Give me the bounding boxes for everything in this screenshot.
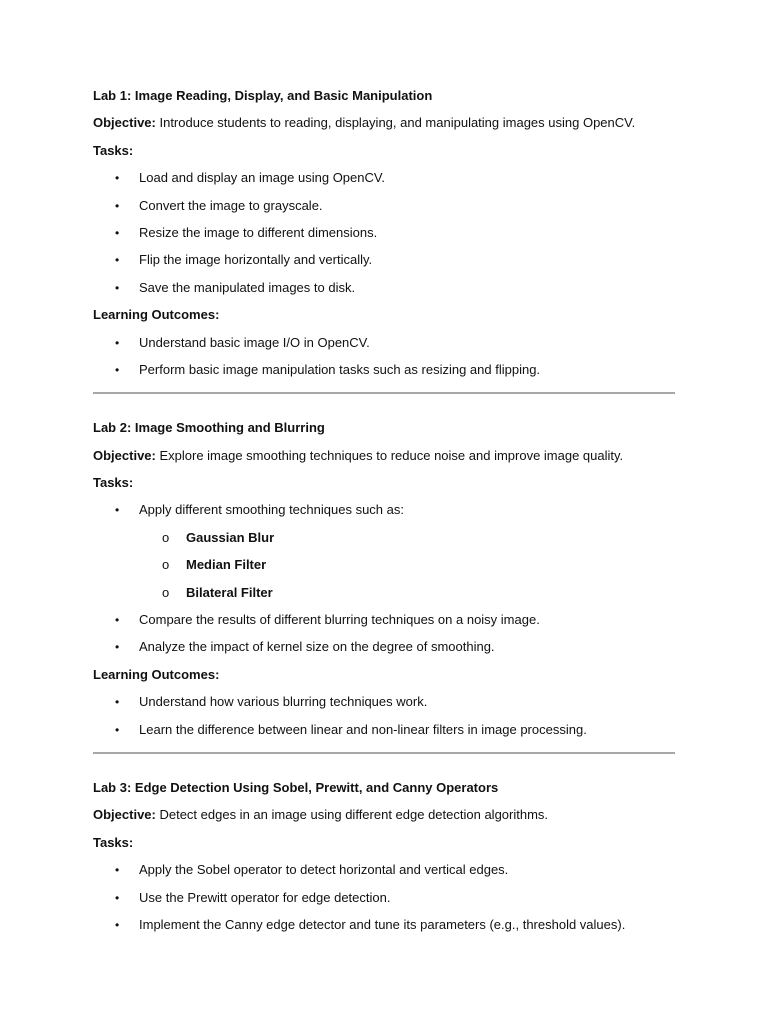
list-item-text: Apply different smoothing techniques such as:	[139, 502, 404, 518]
list-item-text: Understand basic image I/O in OpenCV.	[139, 334, 370, 350]
bullet-icon: •	[115, 863, 120, 878]
lab2-outcome-1	[93, 692, 675, 719]
lab3-task-2	[93, 888, 675, 915]
bullet-icon: •	[115, 640, 120, 655]
sub-bullet-icon: o	[162, 529, 170, 545]
bullet-icon: •	[115, 613, 120, 628]
list-item-text: Median Filter	[186, 557, 267, 573]
lab1-task-5	[93, 278, 675, 305]
lab2-subtask-3	[93, 583, 675, 610]
lab2-subtask-1	[93, 528, 675, 555]
lab1-outcome-1	[93, 333, 675, 360]
lab2-objective-text: Explore image smoothing techniques to reduce noise and improve image quality.	[155, 447, 624, 463]
list-item-text: Analyze the impact of kernel size on the degree of smoothing.	[139, 639, 495, 655]
bullet-icon: •	[115, 253, 120, 268]
lab2-task-2	[93, 610, 675, 637]
list-item-text: Flip the image horizontally and vertically.	[139, 252, 373, 268]
lab2-outcomes-label: Learning Outcomes:	[93, 666, 220, 682]
list-item-text: Apply the Sobel operator to detect horizontal and vertical edges.	[139, 862, 509, 878]
list-item-text: Gaussian Blur	[186, 529, 275, 545]
lab3-objective-text: Detect edges in an image using different edge detection algorithms.	[155, 807, 549, 823]
lab3-objective	[93, 805, 675, 832]
lab1-task-2	[93, 196, 675, 223]
list-item-text: Save the manipulated images to disk.	[139, 279, 356, 295]
lab3-tasks-label: Tasks:	[93, 834, 134, 850]
lab2-outcome-2	[93, 720, 675, 747]
sub-bullet-icon: o	[162, 584, 170, 600]
lab3-objective-label: Objective:	[93, 807, 156, 823]
list-item-text: Convert the image to grayscale.	[139, 197, 323, 213]
lab2-title: Lab 2: Image Smoothing and Blurring	[93, 420, 325, 436]
list-item-text: Compare the results of different blurring techniques on a noisy image.	[139, 612, 540, 628]
list-item-text: Resize the image to different dimensions.	[139, 224, 378, 240]
section-divider	[93, 752, 675, 754]
list-item-text: Bilateral Filter	[186, 584, 273, 600]
bullet-icon: •	[115, 280, 120, 295]
lab1-outcome-2	[93, 360, 675, 387]
lab3-title: Lab 3: Edge Detection Using Sobel, Prewitt, and Canny Operators	[93, 779, 499, 795]
list-item-text: Implement the Canny edge detector and tune its parameters (e.g., threshold values).	[139, 916, 626, 932]
bullet-icon: •	[115, 917, 120, 932]
lab3-task-3	[93, 915, 675, 942]
lab2-objective-label: Objective:	[93, 447, 156, 463]
bullet-icon: •	[115, 198, 120, 213]
lab2-task-3	[93, 637, 675, 664]
bullet-icon: •	[115, 695, 120, 710]
lab2-task-1	[93, 500, 675, 527]
lab1-outcomes-label: Learning Outcomes:	[93, 307, 220, 323]
list-item-text: Learn the difference between linear and non-linear filters in image processing.	[139, 721, 587, 737]
lab2-objective	[93, 446, 675, 473]
bullet-icon: •	[115, 225, 120, 240]
lab1-title: Lab 1: Image Reading, Display, and Basic Manipulation	[93, 88, 433, 103]
lab1-task-1	[93, 168, 675, 195]
list-item-text: Understand how various blurring techniques work.	[139, 694, 428, 710]
bullet-icon: •	[115, 171, 120, 186]
lab1-objective-text: Introduce students to reading, displaying, and manipulating images using OpenCV.	[155, 115, 636, 131]
lab1-tasks-label: Tasks:	[93, 142, 134, 158]
lab2-subtask-2	[93, 555, 675, 582]
sub-bullet-icon: o	[162, 557, 170, 573]
bullet-icon: •	[115, 362, 120, 377]
lab3-task-1	[93, 860, 675, 887]
bullet-icon: •	[115, 722, 120, 737]
lab1-objective	[93, 113, 675, 140]
bullet-icon: •	[115, 503, 120, 518]
lab1-task-3	[93, 223, 675, 250]
list-item-text: Use the Prewitt operator for edge detection.	[139, 889, 391, 905]
section-divider	[93, 392, 675, 394]
document-content	[93, 86, 675, 942]
bullet-icon: •	[115, 335, 120, 350]
lab1-objective-label: Objective:	[93, 115, 156, 131]
lab2-tasks-label: Tasks:	[93, 475, 134, 491]
list-item-text: Perform basic image manipulation tasks such as resizing and flipping.	[139, 361, 541, 377]
lab1-task-4	[93, 250, 675, 277]
list-item-text: Load and display an image using OpenCV.	[139, 170, 385, 186]
bullet-icon: •	[115, 890, 120, 905]
